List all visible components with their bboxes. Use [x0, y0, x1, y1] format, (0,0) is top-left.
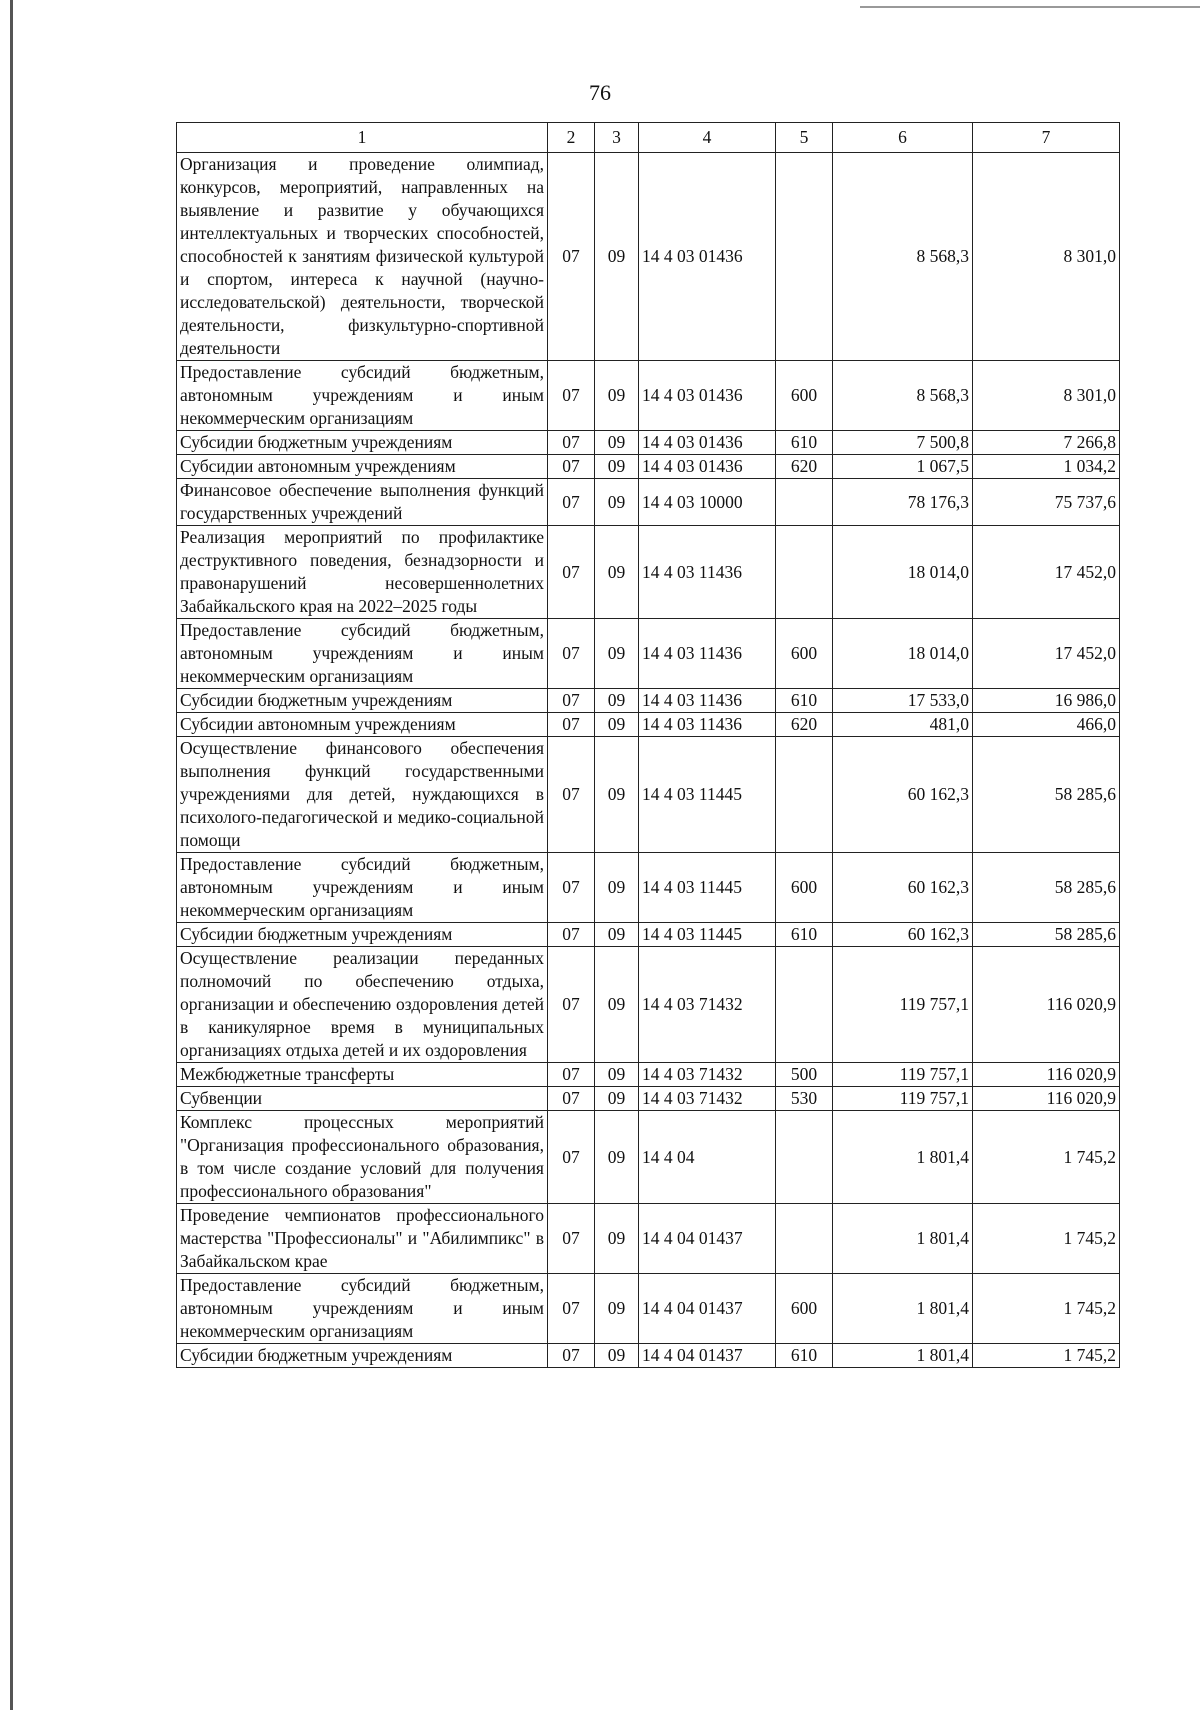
row-section: 07 — [548, 361, 595, 431]
row-expense-type — [776, 947, 833, 1063]
row-target-article: 14 4 03 71432 — [639, 1087, 776, 1111]
row-subsection: 09 — [595, 153, 639, 361]
row-expense-type — [776, 737, 833, 853]
row-name: Осуществление финансового обеспечения выполнения функций государственными учреждениями для детей, нуждающихся в психолого-педагогической и медико-социальной помощи — [177, 737, 548, 853]
row-target-article: 14 4 04 01437 — [639, 1344, 776, 1368]
row-name: Межбюджетные трансферты — [177, 1063, 548, 1087]
row-amount-year2: 116 020,9 — [973, 1063, 1120, 1087]
row-amount-year1: 8 568,3 — [833, 153, 973, 361]
scan-left-edge — [10, 0, 13, 1710]
row-name: Реализация мероприятий по профилактике деструктивного поведения, безнадзорности и правонарушений несовершеннолетних Забайкальского края на 2022–2025 годы — [177, 526, 548, 619]
column-header: 6 — [833, 123, 973, 153]
table-row — [177, 455, 1120, 479]
row-subsection: 09 — [595, 689, 639, 713]
row-amount-year1: 18 014,0 — [833, 619, 973, 689]
row-section: 07 — [548, 1087, 595, 1111]
row-subsection: 09 — [595, 619, 639, 689]
row-section: 07 — [548, 1344, 595, 1368]
row-subsection: 09 — [595, 1344, 639, 1368]
row-expense-type: 600 — [776, 619, 833, 689]
row-name: Субсидии бюджетным учреждениям — [177, 431, 548, 455]
row-subsection: 09 — [595, 455, 639, 479]
table-row — [177, 361, 1120, 431]
table-row — [177, 431, 1120, 455]
row-section: 07 — [548, 737, 595, 853]
row-target-article: 14 4 03 11436 — [639, 526, 776, 619]
row-amount-year1: 1 801,4 — [833, 1111, 973, 1204]
row-expense-type: 600 — [776, 1274, 833, 1344]
row-amount-year2: 8 301,0 — [973, 361, 1120, 431]
row-amount-year1: 18 014,0 — [833, 526, 973, 619]
row-amount-year2: 1 745,2 — [973, 1111, 1120, 1204]
row-amount-year2: 466,0 — [973, 713, 1120, 737]
row-target-article: 14 4 04 01437 — [639, 1274, 776, 1344]
row-target-article: 14 4 03 01436 — [639, 153, 776, 361]
row-amount-year1: 119 757,1 — [833, 1063, 973, 1087]
page-number: 76 — [589, 80, 611, 105]
table-row — [177, 1204, 1120, 1274]
row-name: Предоставление субсидий бюджетным, автономным учреждениям и иным некоммерческим организациям — [177, 361, 548, 431]
row-name: Осуществление реализации переданных полномочий по обеспечению отдыха, организации и обеспечению оздоровления детей в каникулярное время в муниципальных организациях отдыха детей и их оздоровления — [177, 947, 548, 1063]
row-name: Субсидии автономным учреждениям — [177, 713, 548, 737]
row-name: Субвенции — [177, 1087, 548, 1111]
row-section: 07 — [548, 1063, 595, 1087]
row-name: Организация и проведение олимпиад, конкурсов, мероприятий, направленных на выявление и развитие у обучающихся интеллектуальных и творческих способностей, способностей к занятиям физической культурой и спортом, интереса к научной (научно-исследовательской) деятельности, творческой деятельности, физкультурно-спортивной деятельности — [177, 153, 548, 361]
row-section: 07 — [548, 923, 595, 947]
budget-table — [176, 122, 1120, 1368]
row-amount-year1: 60 162,3 — [833, 923, 973, 947]
row-amount-year2: 58 285,6 — [973, 923, 1120, 947]
row-expense-type — [776, 1111, 833, 1204]
table-row — [177, 619, 1120, 689]
table-row — [177, 1087, 1120, 1111]
row-target-article: 14 4 03 11445 — [639, 923, 776, 947]
row-subsection: 09 — [595, 1111, 639, 1204]
column-header: 4 — [639, 123, 776, 153]
row-section: 07 — [548, 853, 595, 923]
row-subsection: 09 — [595, 1063, 639, 1087]
row-name: Предоставление субсидий бюджетным, автономным учреждениям и иным некоммерческим организациям — [177, 1274, 548, 1344]
row-subsection: 09 — [595, 1087, 639, 1111]
table-header-row — [177, 123, 1120, 153]
row-name: Субсидии бюджетным учреждениям — [177, 689, 548, 713]
row-amount-year1: 1 801,4 — [833, 1344, 973, 1368]
table-row — [177, 1111, 1120, 1204]
row-amount-year2: 58 285,6 — [973, 737, 1120, 853]
row-subsection: 09 — [595, 526, 639, 619]
column-header: 3 — [595, 123, 639, 153]
row-amount-year1: 119 757,1 — [833, 1087, 973, 1111]
row-expense-type: 620 — [776, 713, 833, 737]
scan-top-edge — [860, 6, 1200, 8]
row-target-article: 14 4 03 71432 — [639, 1063, 776, 1087]
row-amount-year2: 17 452,0 — [973, 619, 1120, 689]
table-row — [177, 713, 1120, 737]
row-target-article: 14 4 03 01436 — [639, 431, 776, 455]
row-amount-year2: 1 745,2 — [973, 1204, 1120, 1274]
row-amount-year1: 78 176,3 — [833, 479, 973, 526]
row-expense-type: 500 — [776, 1063, 833, 1087]
table-row — [177, 923, 1120, 947]
table-row — [177, 1063, 1120, 1087]
row-subsection: 09 — [595, 947, 639, 1063]
row-amount-year1: 1 067,5 — [833, 455, 973, 479]
row-target-article: 14 4 03 10000 — [639, 479, 776, 526]
row-amount-year1: 60 162,3 — [833, 853, 973, 923]
column-header: 2 — [548, 123, 595, 153]
row-name: Субсидии автономным учреждениям — [177, 455, 548, 479]
row-target-article: 14 4 04 — [639, 1111, 776, 1204]
row-amount-year1: 1 801,4 — [833, 1274, 973, 1344]
row-target-article: 14 4 03 01436 — [639, 361, 776, 431]
row-expense-type: 610 — [776, 1344, 833, 1368]
table-row — [177, 947, 1120, 1063]
row-section: 07 — [548, 1111, 595, 1204]
column-header: 1 — [177, 123, 548, 153]
row-amount-year2: 1 745,2 — [973, 1344, 1120, 1368]
row-expense-type — [776, 1204, 833, 1274]
row-amount-year2: 7 266,8 — [973, 431, 1120, 455]
row-target-article: 14 4 03 11436 — [639, 619, 776, 689]
row-amount-year2: 75 737,6 — [973, 479, 1120, 526]
row-section: 07 — [548, 1274, 595, 1344]
table-row — [177, 479, 1120, 526]
row-subsection: 09 — [595, 361, 639, 431]
row-target-article: 14 4 03 01436 — [639, 455, 776, 479]
row-subsection: 09 — [595, 923, 639, 947]
row-section: 07 — [548, 947, 595, 1063]
row-expense-type: 610 — [776, 689, 833, 713]
row-expense-type: 620 — [776, 455, 833, 479]
row-name: Субсидии бюджетным учреждениям — [177, 923, 548, 947]
row-subsection: 09 — [595, 479, 639, 526]
row-expense-type — [776, 153, 833, 361]
row-name: Субсидии бюджетным учреждениям — [177, 1344, 548, 1368]
row-subsection: 09 — [595, 1274, 639, 1344]
row-section: 07 — [548, 455, 595, 479]
table-row — [177, 1274, 1120, 1344]
row-expense-type — [776, 526, 833, 619]
row-section: 07 — [548, 479, 595, 526]
row-section: 07 — [548, 431, 595, 455]
table-row — [177, 153, 1120, 361]
row-name: Комплекс процессных мероприятий "Организация профессионального образования, в том числе создание условий для получения профессионального образования" — [177, 1111, 548, 1204]
row-amount-year2: 116 020,9 — [973, 1087, 1120, 1111]
row-target-article: 14 4 03 11436 — [639, 713, 776, 737]
row-amount-year1: 8 568,3 — [833, 361, 973, 431]
row-subsection: 09 — [595, 1204, 639, 1274]
row-target-article: 14 4 04 01437 — [639, 1204, 776, 1274]
row-section: 07 — [548, 713, 595, 737]
table-row — [177, 853, 1120, 923]
row-section: 07 — [548, 619, 595, 689]
row-target-article: 14 4 03 71432 — [639, 947, 776, 1063]
row-target-article: 14 4 03 11445 — [639, 853, 776, 923]
row-amount-year1: 481,0 — [833, 713, 973, 737]
row-name: Финансовое обеспечение выполнения функций государственных учреждений — [177, 479, 548, 526]
row-expense-type: 600 — [776, 853, 833, 923]
row-name: Предоставление субсидий бюджетным, автономным учреждениям и иным некоммерческим организациям — [177, 619, 548, 689]
row-section: 07 — [548, 153, 595, 361]
row-amount-year1: 60 162,3 — [833, 737, 973, 853]
row-amount-year1: 119 757,1 — [833, 947, 973, 1063]
row-amount-year2: 116 020,9 — [973, 947, 1120, 1063]
row-name: Проведение чемпионатов профессионального мастерства "Профессионалы" и "Абилимпикс" в Забайкальском крае — [177, 1204, 548, 1274]
row-section: 07 — [548, 526, 595, 619]
table-row — [177, 526, 1120, 619]
table-row — [177, 1344, 1120, 1368]
row-expense-type — [776, 479, 833, 526]
row-amount-year1: 17 533,0 — [833, 689, 973, 713]
row-subsection: 09 — [595, 737, 639, 853]
table-body — [177, 153, 1120, 1368]
row-amount-year2: 58 285,6 — [973, 853, 1120, 923]
row-expense-type: 530 — [776, 1087, 833, 1111]
row-expense-type: 610 — [776, 923, 833, 947]
row-subsection: 09 — [595, 853, 639, 923]
row-name: Предоставление субсидий бюджетным, автономным учреждениям и иным некоммерческим организациям — [177, 853, 548, 923]
row-section: 07 — [548, 689, 595, 713]
column-header: 7 — [973, 123, 1120, 153]
row-amount-year1: 1 801,4 — [833, 1204, 973, 1274]
row-amount-year2: 16 986,0 — [973, 689, 1120, 713]
column-header: 5 — [776, 123, 833, 153]
row-subsection: 09 — [595, 431, 639, 455]
table-row — [177, 737, 1120, 853]
row-expense-type: 600 — [776, 361, 833, 431]
row-section: 07 — [548, 1204, 595, 1274]
row-amount-year2: 8 301,0 — [973, 153, 1120, 361]
row-target-article: 14 4 03 11436 — [639, 689, 776, 713]
table-row — [177, 689, 1120, 713]
row-amount-year2: 1 034,2 — [973, 455, 1120, 479]
row-amount-year2: 17 452,0 — [973, 526, 1120, 619]
row-amount-year1: 7 500,8 — [833, 431, 973, 455]
row-expense-type: 610 — [776, 431, 833, 455]
row-subsection: 09 — [595, 713, 639, 737]
row-amount-year2: 1 745,2 — [973, 1274, 1120, 1344]
row-target-article: 14 4 03 11445 — [639, 737, 776, 853]
